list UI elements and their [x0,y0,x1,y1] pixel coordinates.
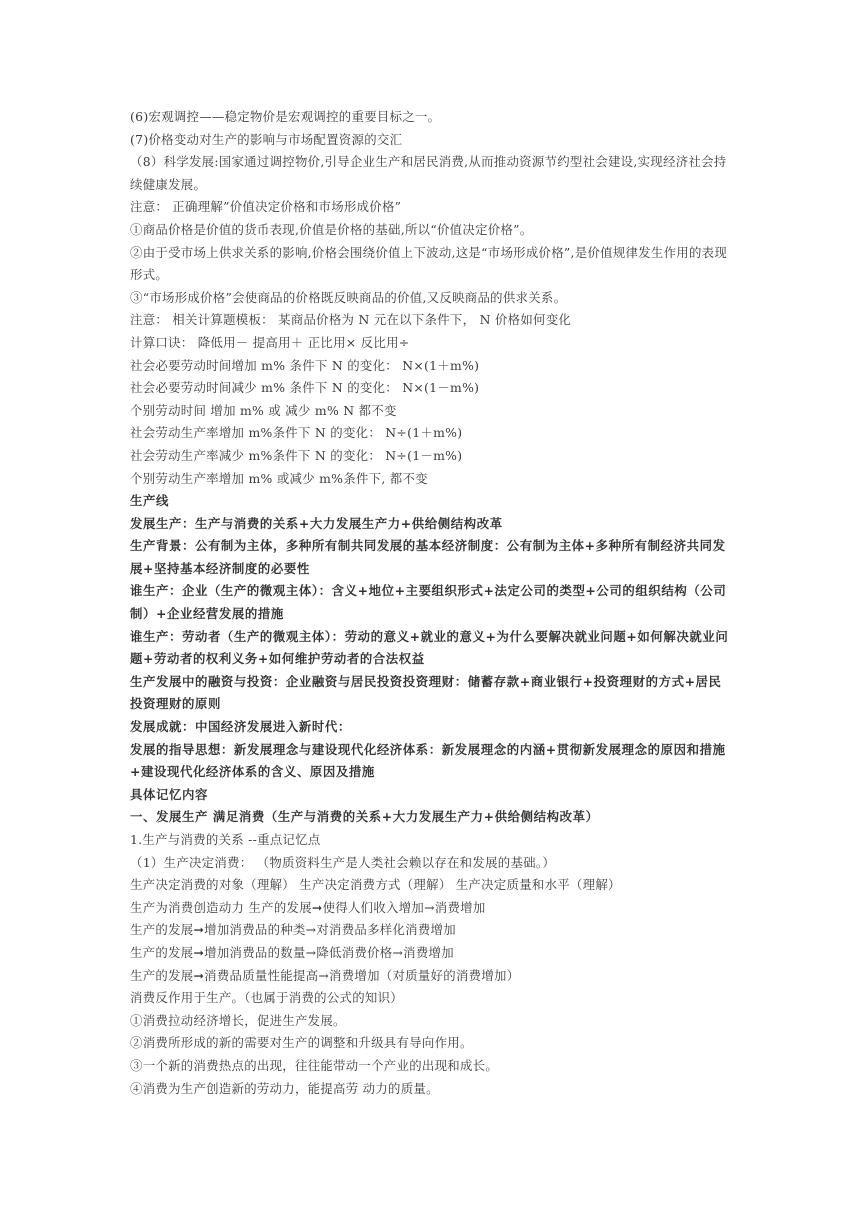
text-line: 注意： 相关计算题模板： 某商品价格为 N 元在以下条件下， N 价格如何变化 [130,312,572,328]
text-line: (7)价格变动对生产的影响与市场配置资源的交汇 [130,131,403,147]
text-line: 生产的发展➞增加消费品的种类→对消费品多样化消费增加 [130,922,456,938]
text-line: 社会劳动生产率减少 m%条件下 N 的变化： N÷(1－m%) [130,447,463,463]
text-line: （1）生产决定消费： （物质资料生产是人类社会赖以存在和发展的基础。） [130,854,556,870]
text-line: 生产决定消费的对象（理解） 生产决定消费方式（理解） 生产决定质量和水平（理解） [130,877,621,893]
bold-line: 谁生产：企业（生产的微观主体）：含义+地位+主要组织形式+法定公司的类型+公司的组织结构（公司制）+企业经营发展的措施 [130,583,727,622]
bold-line: 生产发展中的融资与投资：企业融资与居民投资投资理财：储蓄存款+商业银行+投资理财的方式+居民投资理财的原则 [130,673,722,712]
text-line: ②消费所形成的新的需要对生产的调整和升级具有导向作用。 [130,1035,473,1051]
text-line: ③一个新的消费热点的出现，往往能带动一个产业的出现和成长。 [130,1057,499,1073]
text-line: (6)宏观调控——稳定物价是宏观调控的重要目标之一。 [130,109,441,124]
text-line: 生产的发展➞消费品质量性能提高→消费增加（对质量好的消费增加） [130,967,520,983]
bold-line: 发展生产：生产与消费的关系+大力发展生产力+供给侧结构改革 [130,515,503,531]
text-line: 生产为消费创造动力 生产的发展➞使得人们收入增加→消费增加 [130,899,486,915]
text-line: ①商品价格是价值的货币表现,价值是价格的基础,所以“价值决定价格”。 [130,221,533,237]
text-line: ③“市场形成价格”会使商品的价格既反映商品的价值,又反映商品的供求关系。 [130,289,567,305]
bold-line: 生产背景：公有制为主体，多种所有制共同发展的基本经济制度：公有制为主体+多种所有制经济共同发展+坚持基本经济制度的必要性 [130,538,726,576]
document-page [130,106,730,1100]
text-line: 个别劳动生产率增加 m% 或减少 m%条件下, 都不变 [130,470,428,486]
text-line: 计算口诀： 降低用－ 提高用＋ 正比用× 反比用÷ [130,334,410,350]
text-line: ④消费为生产创造新的劳动力，能提高劳 动力的质量。 [130,1080,439,1096]
bold-line: 发展的指导思想：新发展理念与建设现代化经济体系：新发展理念的内涵+贯彻新发展理念的原因和措施+建设现代化经济体系的含义、原因及措施 [130,741,726,780]
text-line: ①消费拉动经济增长，促进生产发展。 [130,1012,346,1028]
text-line: 社会必要劳动时间增加 m% 条件下 N 的变化： N×(1＋m%) [130,357,480,373]
text-line: 1.生产与消费的关系 --重点记忆点 [130,832,321,847]
section-heading: 一、发展生产 满足消费（生产与消费的关系+大力发展生产力+供给侧结构改革） [130,809,599,825]
section-heading: 具体记忆内容 [130,786,208,802]
bold-line: 谁生产：劳动者（生产的微观主体）：劳动的意义+就业的意义+为什么要解决就业问题+如何解决就业问题+劳动者的权利义务+如何维护劳动者的合法权益 [130,628,729,667]
text-line: （8）科学发展:国家通过调控物价,引导企业生产和居民消费,从而推动资源节约型社会建设,实现经济社会持续健康发展。 [130,154,727,192]
text-line: 社会必要劳动时间减少 m% 条件下 N 的变化： N×(1－m%) [130,380,480,396]
text-line: ②由于受市场上供求关系的影响,价格会围绕价值上下波动,这是“市场形成价格”,是价值规律发生作用的表现形式。 [130,244,728,283]
text-line: 社会劳动生产率增加 m%条件下 N 的变化： N÷(1＋m%) [130,425,463,441]
text-line: 个别劳动时间 增加 m% 或 减少 m% N 都不变 [130,402,397,418]
bold-line: 发展成就：中国经济发展进入新时代： [130,719,351,735]
text-line: 消费反作用于生产。（也属于消费的公式的知识） [130,990,403,1006]
text-line: 注意： 正确理解”价值决定价格和市场形成价格” [130,199,402,215]
text-line: 生产的发展➞增加消费品的数量→降低消费价格→消费增加 [130,944,454,960]
section-heading: 生产线 [130,493,169,509]
